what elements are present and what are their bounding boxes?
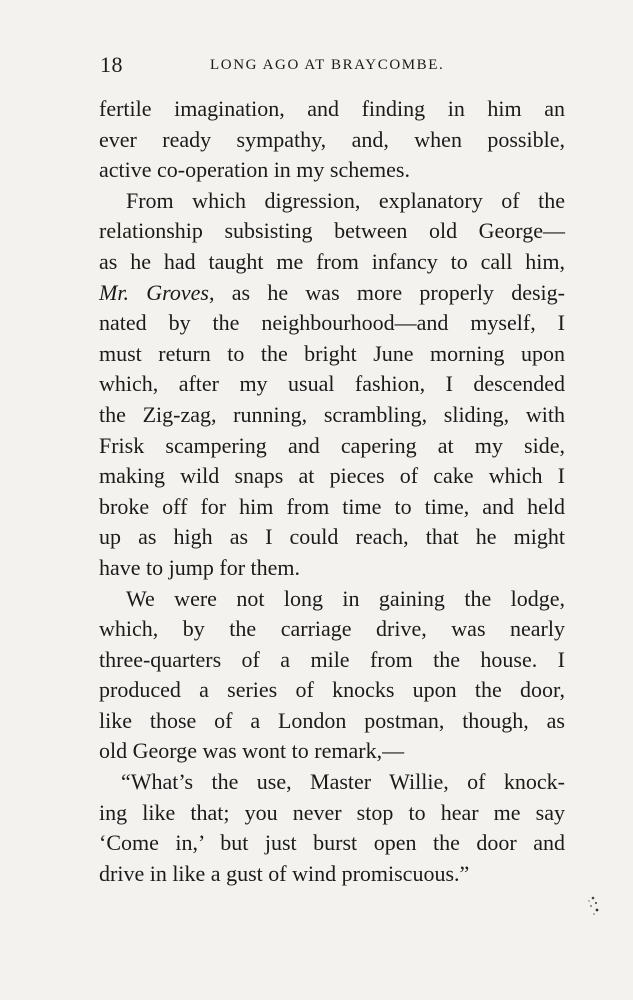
- text-line: have to jump for them.: [99, 554, 301, 580]
- text-line: From which digression, explanatory of the: [126, 187, 565, 213]
- text-line: ‘Come in,’ but just burst open the door and: [99, 830, 565, 856]
- page-number: 18: [100, 52, 123, 77]
- text-line: broke off for him from time to time, and held: [99, 493, 565, 519]
- body-text: [99, 94, 565, 889]
- text-line: the Zig-zag, running, scrambling, sliding, with: [99, 401, 565, 427]
- text-line: Frisk scampering and capering at my side,: [99, 432, 565, 458]
- italic-name: Mr. Groves: [99, 279, 209, 305]
- text-line: ing like that; you never stop to hear me say: [99, 799, 565, 825]
- text-line: which, by the carriage drive, was nearly: [99, 616, 565, 642]
- text-line: We were not long in gaining the lodge,: [126, 585, 565, 611]
- text-line: up as high as I could reach, that he might: [99, 524, 565, 550]
- text-line: as he had taught me from infancy to call him,: [99, 248, 565, 274]
- text-line: which, after my usual fashion, I descended: [99, 371, 565, 397]
- text-line: old George was wont to remark,—: [99, 738, 405, 764]
- text-line: ever ready sympathy, and, when possible,: [99, 126, 565, 152]
- page-header: [100, 52, 565, 82]
- text-line: like those of a London postman, though, as: [99, 707, 565, 733]
- paper-speck-mark: [583, 890, 605, 920]
- running-title: LONG AGO AT BRAYCOMBE.: [210, 57, 445, 73]
- text-line: three-quarters of a mile from the house. I: [99, 646, 565, 672]
- text-line: relationship subsisting between old George—: [99, 218, 565, 244]
- text-line: “What’s the use, Master Willie, of knock-: [121, 769, 565, 795]
- text-line: fertile imagination, and finding in him an: [99, 96, 565, 121]
- text-line: produced a series of knocks upon the door,: [99, 677, 565, 703]
- text-line: active co-operation in my schemes.: [99, 157, 410, 183]
- text-line: must return to the bright June morning upon: [99, 340, 565, 366]
- text-line: making wild snaps at pieces of cake which I: [99, 463, 565, 489]
- text-line: drive in like a gust of wind promiscuous.”: [99, 860, 470, 886]
- text-line: nated by the neighbourhood—and myself, I: [99, 310, 565, 336]
- text-line: Mr. Groves, as he was more properly desig-: [99, 279, 565, 305]
